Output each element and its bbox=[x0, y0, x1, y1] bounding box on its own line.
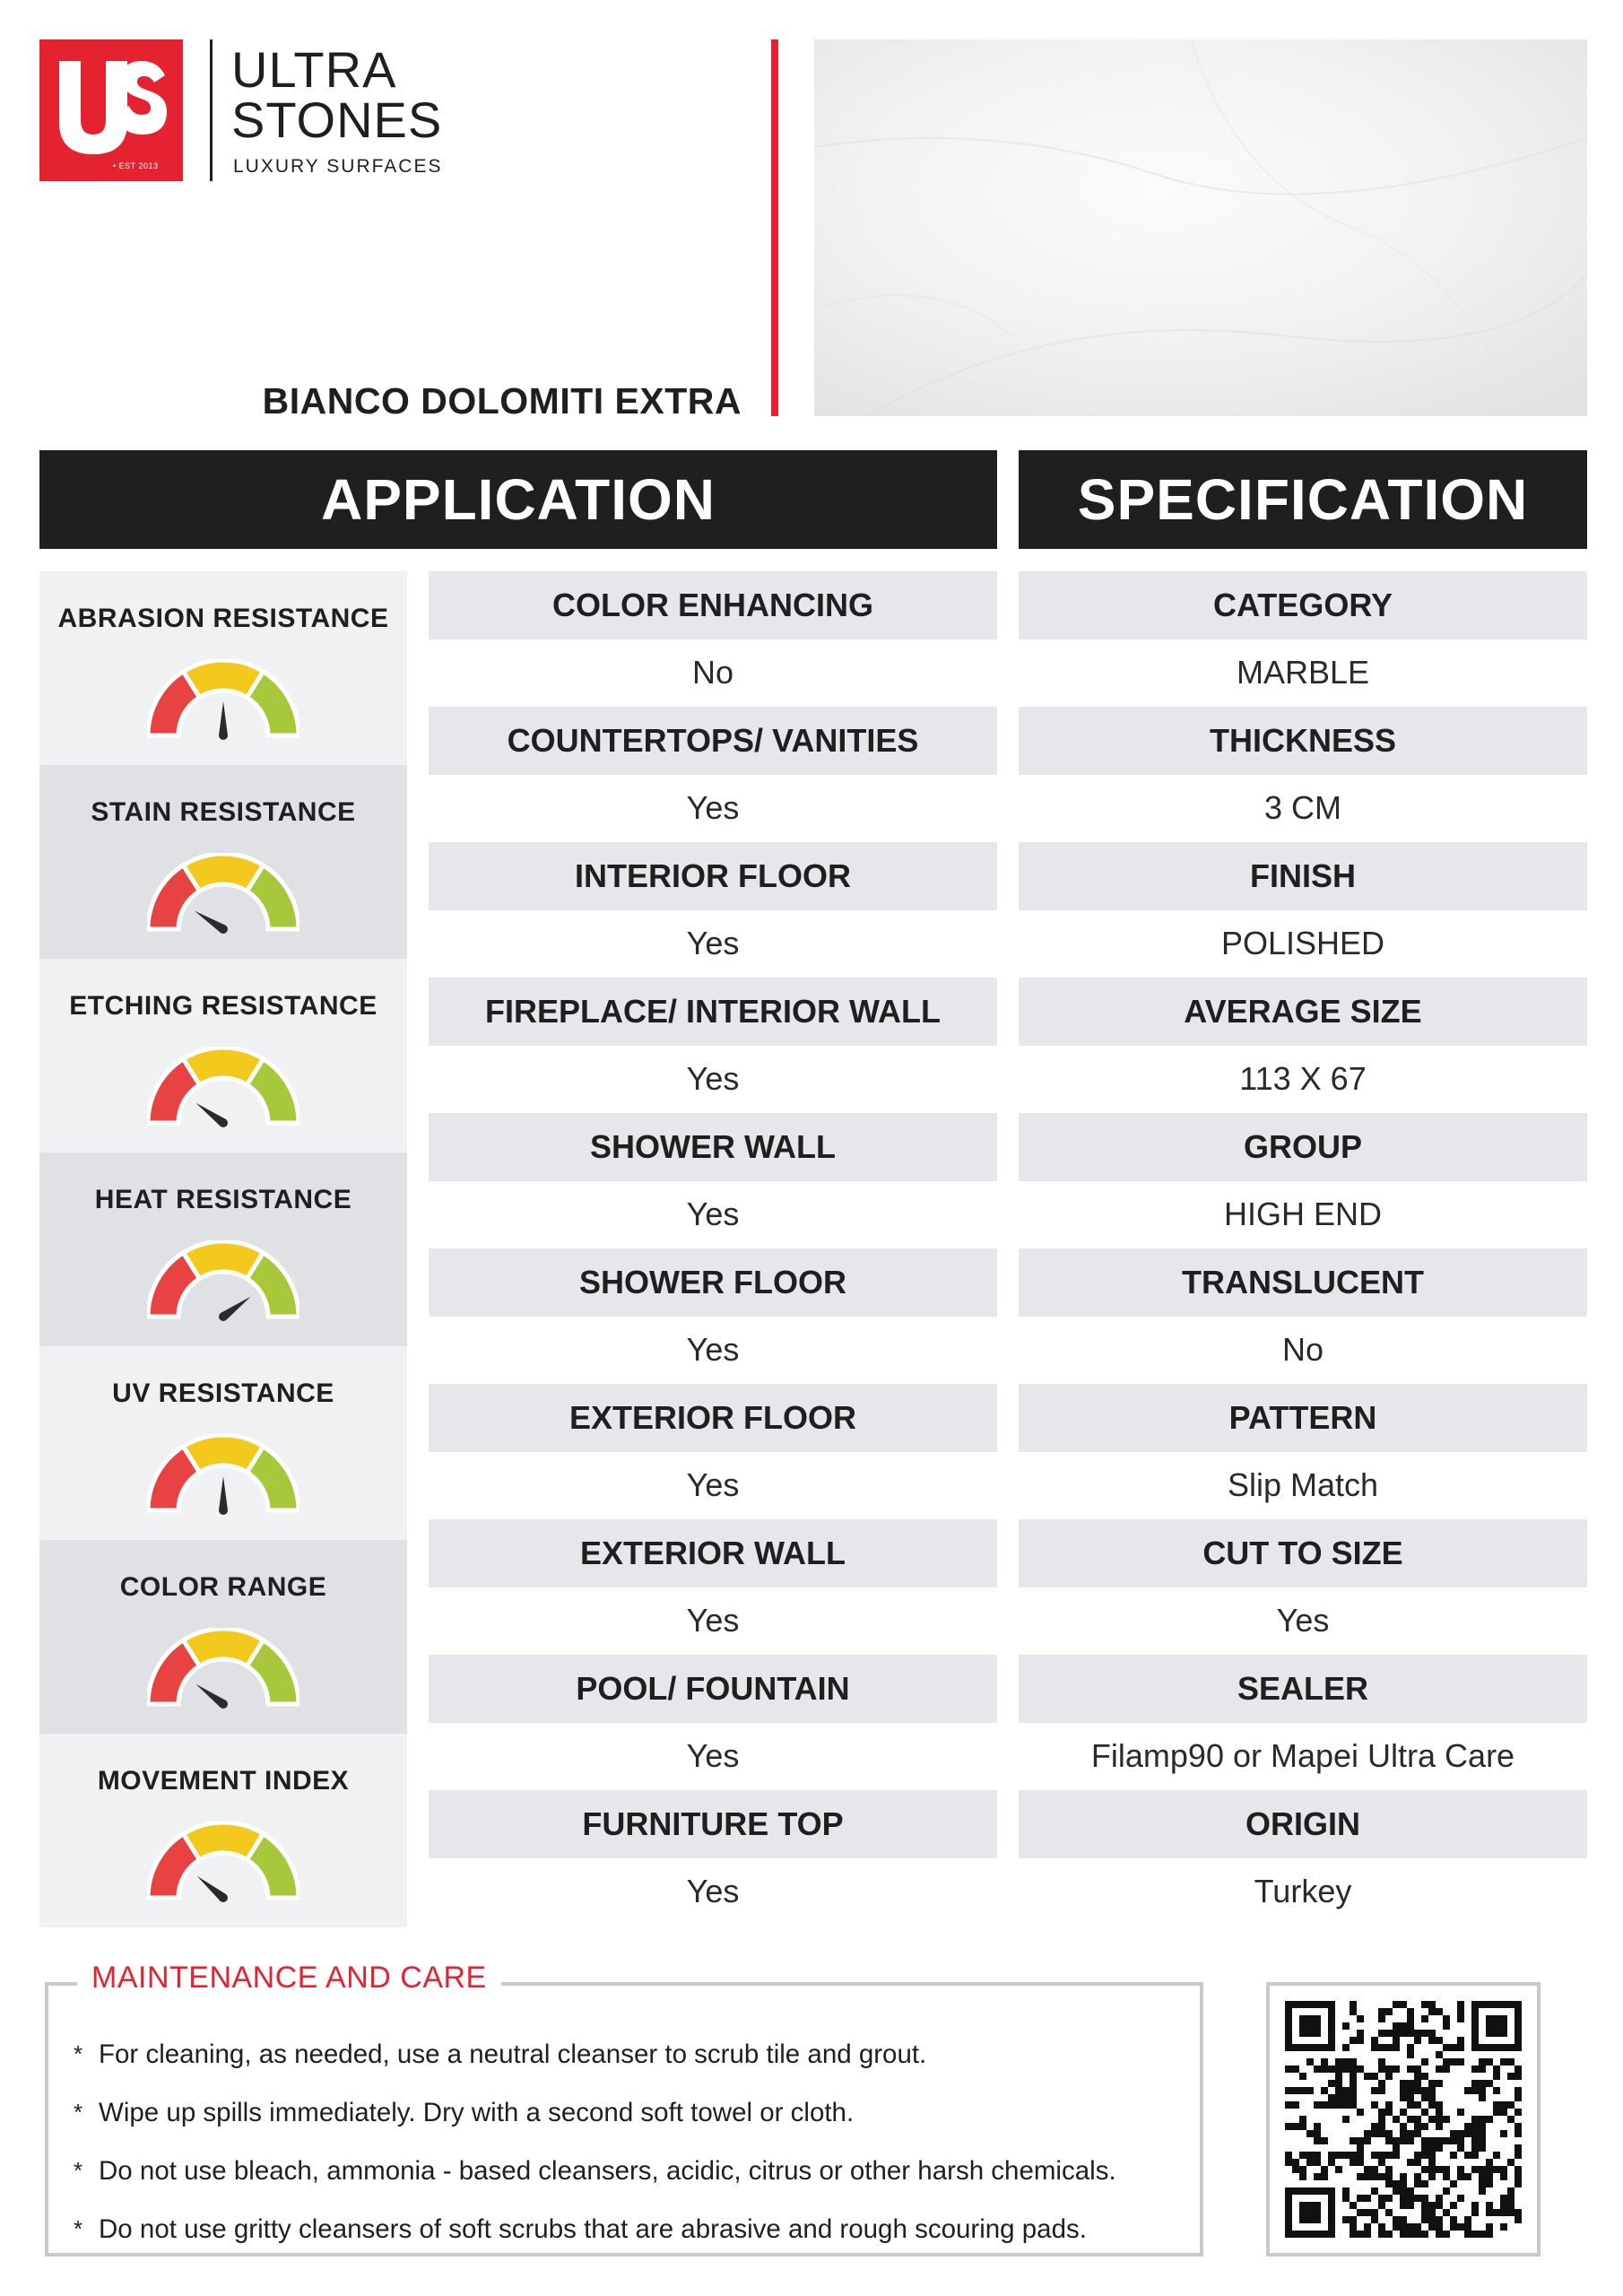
gauge-icon bbox=[147, 1434, 299, 1517]
application-value: Yes bbox=[429, 1587, 997, 1656]
bullet-icon: * bbox=[74, 2099, 83, 2126]
rating-label: ETCHING RESISTANCE bbox=[69, 991, 378, 1021]
specification-value: No bbox=[1019, 1317, 1587, 1385]
rating-row bbox=[39, 1734, 407, 1927]
brand-logo bbox=[39, 39, 183, 181]
specification-table bbox=[1019, 571, 1587, 1926]
application-label: FIREPLACE/ INTERIOR WALL bbox=[429, 978, 997, 1046]
gauge-icon bbox=[147, 1628, 299, 1710]
application-label: COUNTERTOPS/ VANITIES bbox=[429, 707, 997, 775]
application-label: SHOWER WALL bbox=[429, 1113, 997, 1181]
gauge-icon bbox=[147, 1047, 299, 1129]
specification-header: SPECIFICATION bbox=[1019, 450, 1587, 549]
application-label: INTERIOR FLOOR bbox=[429, 842, 997, 910]
product-name: BIANCO DOLOMITI EXTRA bbox=[262, 380, 742, 422]
application-label: COLOR ENHANCING bbox=[429, 571, 997, 639]
rating-label: MOVEMENT INDEX bbox=[97, 1766, 350, 1796]
maintenance-list bbox=[74, 2025, 1185, 2258]
application-label: POOL/ FOUNTAIN bbox=[429, 1655, 997, 1723]
application-label: SHOWER FLOOR bbox=[429, 1248, 997, 1317]
maintenance-item bbox=[74, 2200, 1185, 2258]
maintenance-text: Do not use bleach, ammonia - based cleansers, acidic, citrus or other harsh chemicals. bbox=[99, 2155, 1116, 2186]
rating-row bbox=[39, 1540, 407, 1734]
application-value: Yes bbox=[429, 1317, 997, 1385]
specification-label: GROUP bbox=[1019, 1113, 1587, 1181]
rating-row bbox=[39, 765, 407, 959]
specification-label: SEALER bbox=[1019, 1655, 1587, 1723]
bullet-icon: * bbox=[74, 2215, 83, 2242]
brand-name-line1: ULTRA bbox=[231, 41, 397, 98]
application-value: Yes bbox=[429, 775, 997, 843]
rating-row bbox=[39, 1152, 407, 1346]
specification-value: MARBLE bbox=[1019, 639, 1587, 708]
rating-label: STAIN RESISTANCE bbox=[91, 797, 356, 827]
specification-value: Slip Match bbox=[1019, 1452, 1587, 1520]
application-value: No bbox=[429, 639, 997, 708]
specification-value: Turkey bbox=[1019, 1858, 1587, 1926]
rating-row bbox=[39, 571, 407, 765]
specification-label: CATEGORY bbox=[1019, 571, 1587, 639]
maintenance-item bbox=[74, 2083, 1185, 2142]
application-label: EXTERIOR FLOOR bbox=[429, 1384, 997, 1452]
logo-divider bbox=[210, 39, 213, 181]
specification-value: Yes bbox=[1019, 1587, 1587, 1656]
application-label: FURNITURE TOP bbox=[429, 1790, 997, 1858]
maintenance-box bbox=[45, 1961, 1203, 2257]
specification-label: TRANSLUCENT bbox=[1019, 1248, 1587, 1317]
specification-value: 113 X 67 bbox=[1019, 1046, 1587, 1114]
maintenance-item bbox=[74, 2142, 1185, 2200]
brand-name-line2: STONES bbox=[231, 91, 443, 148]
application-header: APPLICATION bbox=[39, 450, 997, 549]
gauge-icon bbox=[147, 659, 299, 742]
specification-value: POLISHED bbox=[1019, 910, 1587, 978]
rating-label: ABRASION RESISTANCE bbox=[57, 604, 389, 633]
application-value: Yes bbox=[429, 1452, 997, 1520]
maintenance-text: Do not use gritty cleansers of soft scrubs that are abrasive and rough scouring pads. bbox=[99, 2213, 1087, 2244]
specification-label: PATTERN bbox=[1019, 1384, 1587, 1452]
stone-sample-image bbox=[814, 39, 1587, 416]
gauge-icon bbox=[147, 853, 299, 935]
maintenance-title: MAINTENANCE AND CARE bbox=[77, 1961, 501, 1996]
specification-label: AVERAGE SIZE bbox=[1019, 978, 1587, 1046]
gauge-icon bbox=[147, 1240, 299, 1323]
application-table bbox=[429, 571, 997, 1926]
bullet-icon: * bbox=[74, 2040, 83, 2067]
specification-value: Filamp90 or Mapei Ultra Care bbox=[1019, 1723, 1587, 1791]
maintenance-text: For cleaning, as needed, use a neutral cleanser to scrub tile and grout. bbox=[99, 2039, 927, 2069]
specification-label: CUT TO SIZE bbox=[1019, 1519, 1587, 1587]
application-value: Yes bbox=[429, 1723, 997, 1791]
application-value: Yes bbox=[429, 910, 997, 978]
resistance-ratings bbox=[39, 571, 407, 1927]
specification-value: 3 CM bbox=[1019, 775, 1587, 843]
specification-label: FINISH bbox=[1019, 842, 1587, 910]
brand-tagline: LUXURY SURFACES bbox=[233, 156, 443, 177]
application-label: EXTERIOR WALL bbox=[429, 1519, 997, 1587]
specification-label: THICKNESS bbox=[1019, 707, 1587, 775]
rating-label: COLOR RANGE bbox=[119, 1572, 327, 1602]
application-value: Yes bbox=[429, 1046, 997, 1114]
qr-code-icon[interactable] bbox=[1266, 1982, 1541, 2257]
rating-label: UV RESISTANCE bbox=[112, 1378, 334, 1408]
logo-est-text: • EST 2013 bbox=[113, 161, 159, 170]
application-value: Yes bbox=[429, 1181, 997, 1249]
accent-bar bbox=[771, 39, 778, 416]
logo-mark bbox=[39, 39, 183, 181]
qr-code-pattern bbox=[1285, 2001, 1522, 2238]
rating-row bbox=[39, 959, 407, 1152]
bullet-icon: * bbox=[74, 2157, 83, 2184]
rating-label: HEAT RESISTANCE bbox=[94, 1185, 352, 1214]
rating-row bbox=[39, 1346, 407, 1540]
gauge-icon bbox=[147, 1822, 299, 1904]
maintenance-text: Wipe up spills immediately. Dry with a second soft towel or cloth. bbox=[99, 2097, 855, 2127]
specification-label: ORIGIN bbox=[1019, 1790, 1587, 1858]
maintenance-item bbox=[74, 2025, 1185, 2083]
specification-value: HIGH END bbox=[1019, 1181, 1587, 1249]
application-value: Yes bbox=[429, 1858, 997, 1926]
